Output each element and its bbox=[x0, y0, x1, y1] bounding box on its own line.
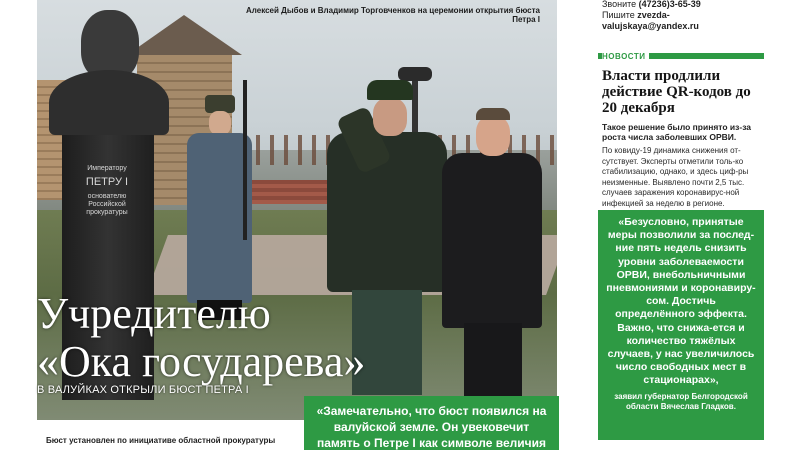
contact-phone-label: Звоните bbox=[602, 0, 637, 9]
contact-block bbox=[602, 0, 764, 32]
article-subhead: В ВАЛУЙКАХ ОТКРЫЛИ БЮСТ ПЕТРА I bbox=[37, 384, 249, 396]
news-body: По ковиду-19 динамика снижения от-сутствует. Эксперты отметили толь-ко стабилизацию, однако, и здесь циф-ры неизменные. Выявлено почти 2,5 тыс. случаев заражения коронавирус-ной инфекцией за неделю в регионе. bbox=[602, 146, 749, 208]
article-pull-quote: «Замечательно, что бюст появился на валуйской земле. Он увековечит память о Петре I как символе величия bbox=[304, 396, 559, 450]
contact-email[interactable]: zvezda-valujskaya@yandex.ru bbox=[602, 10, 699, 31]
news-sidebar bbox=[598, 0, 764, 450]
sidebar-quote-box bbox=[598, 210, 764, 440]
headline-line: «Ока государева» bbox=[37, 337, 366, 386]
contact-phone[interactable]: (47236)3-65-39 bbox=[638, 0, 701, 9]
article-headline bbox=[37, 289, 557, 386]
sidebar-quote-attribution: заявил губернатор Белгородской области Вячеслав Гладков. bbox=[614, 391, 748, 411]
photo-caption: Алексей Дыбов и Владимир Торговченков на церемонии открытия бюста Петра I bbox=[246, 6, 540, 24]
sidebar-quote-text: «Безусловно, принятые меры позволили за послед-ние пять недель снизить уровни заболеваемости ОРВИ, внебольничными пневмониями и коронавиру-сом. Достичь определённого эффекта. Важно, что снижа-ется и количество тяжёлых случаев, у нас увеличилось число свободных мест в стационарах», bbox=[606, 216, 756, 387]
plaque-line: Российской bbox=[88, 200, 126, 208]
photo-rifle bbox=[243, 80, 247, 240]
contact-email-label: Пишите bbox=[602, 10, 635, 20]
article-body-text: Бюст установлен по инициативе областной прокуратуры bbox=[46, 436, 276, 445]
photo-bust-peter-i bbox=[49, 10, 169, 135]
plaque-line: Императору bbox=[87, 165, 127, 172]
news-title: Власти продлили действие QR-кодов до 20 декабря bbox=[602, 68, 751, 116]
plaque-line: ПЕТРУ I bbox=[85, 176, 129, 189]
plaque-line: основателю bbox=[87, 192, 127, 200]
news-lead: Такое решение было принято из-за роста числа заболевших ОРВИ. bbox=[602, 122, 752, 142]
headline-line: Учредителю bbox=[37, 289, 271, 338]
plaque-line: прокуратуры bbox=[86, 209, 128, 217]
pedestal-plaque bbox=[74, 165, 140, 245]
section-label: НОВОСТИ bbox=[602, 52, 649, 61]
